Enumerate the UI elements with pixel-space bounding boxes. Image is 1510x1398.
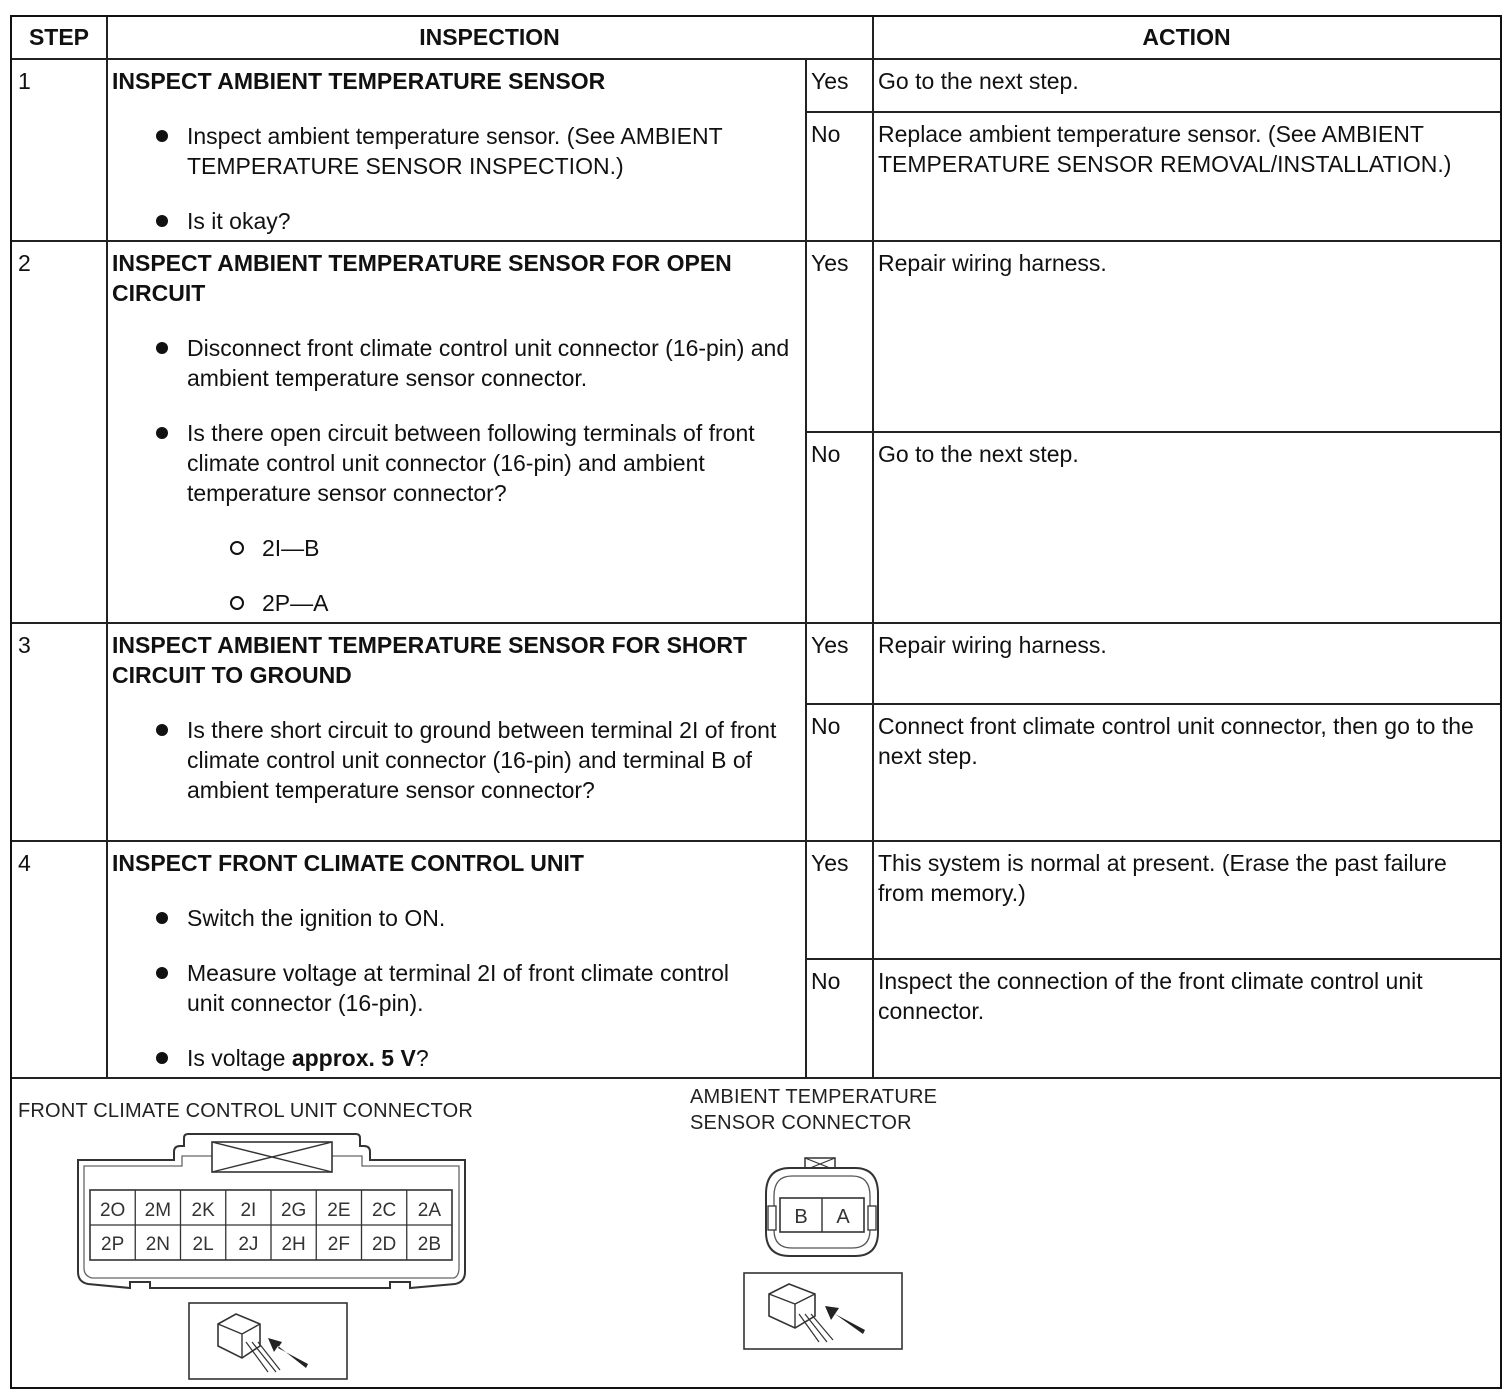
- pin-label-b: B: [794, 1206, 808, 1228]
- bullet-icon: [156, 967, 168, 979]
- bullet-icon: [156, 912, 168, 924]
- pin-label-2m: 2M: [144, 1200, 172, 1221]
- yes-label-2: Yes: [811, 250, 849, 276]
- pin-label-2o: 2O: [99, 1200, 126, 1221]
- step-title-2: INSPECT AMBIENT TEMPERATURE SENSOR FOR OPEN CIRCUIT: [112, 250, 732, 306]
- yes-label-1: Yes: [811, 68, 849, 94]
- pin-label-2d: 2D: [371, 1234, 397, 1255]
- pin-label-a: A: [836, 1206, 850, 1228]
- step-title-3: INSPECT AMBIENT TEMPERATURE SENSOR FOR SHORT CIRCUIT TO GROUND: [112, 632, 748, 688]
- bullet-icon: [156, 342, 168, 354]
- pin-label-2k: 2K: [191, 1200, 215, 1221]
- yes-action-2: Repair wiring harness.: [878, 250, 1107, 276]
- col-divider-step: [106, 17, 108, 1077]
- step-4-bullet-3-post: ?: [415, 1045, 429, 1071]
- yes-label-3: Yes: [811, 632, 849, 658]
- step-2-sub-bullet-1: 2I—B: [262, 535, 320, 561]
- pin-label-2b: 2B: [417, 1234, 441, 1255]
- yesno-divider-3: [805, 703, 1500, 705]
- step-4-bullet-3-value: approx. 5 V: [291, 1045, 416, 1071]
- pin-label-2n: 2N: [145, 1234, 171, 1255]
- sub-bullet-icon: [230, 541, 244, 555]
- step-2-bullet-1: Disconnect front climate control unit connector (16-pin) and ambient temperature sensor connector.: [187, 335, 790, 391]
- step-4-bullet-3: [187, 1043, 792, 1073]
- pin-label-2a: 2A: [417, 1200, 441, 1221]
- row-divider-1: [12, 240, 1500, 242]
- ambient-connector-view-icon: [743, 1272, 903, 1352]
- pin-label-2i: 2I: [240, 1200, 257, 1221]
- step-title-1: INSPECT AMBIENT TEMPERATURE SENSOR: [112, 68, 606, 94]
- front-connector-diagram: [70, 1132, 475, 1297]
- sub-bullet-icon: [230, 596, 244, 610]
- header-step: STEP: [28, 24, 90, 50]
- ambient-connector-label-1: AMBIENT TEMPERATURE: [690, 1086, 938, 1108]
- pin-label-2j: 2J: [238, 1234, 259, 1255]
- bullet-icon: [156, 130, 168, 142]
- row-divider-2: [12, 622, 1500, 624]
- pin-label-2e: 2E: [327, 1200, 351, 1221]
- bullet-icon: [156, 1052, 168, 1064]
- step-4-bullet-3-pre: Is voltage: [187, 1045, 292, 1071]
- no-label-2: No: [811, 441, 841, 467]
- bullet-icon: [156, 724, 168, 736]
- front-connector-view-icon: [188, 1302, 348, 1382]
- yes-action-3: Repair wiring harness.: [878, 632, 1107, 658]
- step-2-sub-bullet-2: 2P—A: [262, 590, 329, 616]
- step-4-bullet-2: Measure voltage at terminal 2I of front climate control unit connector (16-pin).: [187, 960, 730, 1016]
- step-title-4: INSPECT FRONT CLIMATE CONTROL UNIT: [112, 850, 584, 876]
- yes-label-4: Yes: [811, 850, 849, 876]
- yesno-divider-4: [805, 958, 1500, 960]
- no-label-4: No: [811, 968, 841, 994]
- step-number-2: 2: [18, 250, 31, 276]
- ambient-connector-label-2: SENSOR CONNECTOR: [690, 1112, 912, 1134]
- yesno-divider-2: [805, 431, 1500, 433]
- step-number-1: 1: [18, 68, 31, 94]
- row-divider-3: [12, 840, 1500, 842]
- front-connector-label: FRONT CLIMATE CONTROL UNIT CONNECTOR: [18, 1100, 474, 1122]
- row-divider-4: [12, 1077, 1500, 1079]
- bullet-icon: [156, 215, 168, 227]
- pin-label-2f: 2F: [327, 1234, 350, 1255]
- pin-label-2c: 2C: [371, 1200, 397, 1221]
- yes-action-4: This system is normal at present. (Erase the past failure from memory.): [878, 850, 1447, 906]
- pin-label-2h: 2H: [281, 1234, 306, 1255]
- header-divider: [12, 58, 1500, 60]
- col-divider-yesno: [805, 58, 807, 1077]
- header-action: ACTION: [1142, 24, 1231, 50]
- no-label-1: No: [811, 121, 841, 147]
- no-action-3: Connect front climate control unit connector, then go to the next step.: [878, 713, 1474, 769]
- no-action-4: Inspect the connection of the front climate control unit connector.: [878, 968, 1423, 1024]
- no-action-2: Go to the next step.: [878, 441, 1079, 467]
- step-3-bullet-1: Is there short circuit to ground between terminal 2I of front climate control unit connector (16-pin) and terminal B of ambient temperature sensor connector?: [187, 717, 777, 803]
- step-number-4: 4: [18, 850, 31, 876]
- col-divider-action: [872, 17, 874, 1077]
- no-label-3: No: [811, 713, 841, 739]
- no-action-1: Replace ambient temperature sensor. (See AMBIENT TEMPERATURE SENSOR REMOVAL/INSTALLATION.): [878, 121, 1452, 177]
- step-4-bullet-1: Switch the ignition to ON.: [187, 905, 446, 931]
- step-1-bullet-2: Is it okay?: [187, 208, 291, 234]
- yesno-divider-1: [805, 111, 1500, 113]
- step-1-bullet-1: Inspect ambient temperature sensor. (See AMBIENT TEMPERATURE SENSOR INSPECTION.): [187, 123, 723, 179]
- ambient-connector-diagram: [760, 1152, 885, 1260]
- step-number-3: 3: [18, 632, 31, 658]
- pin-label-2p: 2P: [101, 1234, 125, 1255]
- pin-label-2g: 2G: [280, 1200, 307, 1221]
- header-inspection: INSPECTION: [419, 24, 560, 50]
- step-2-bullet-2: Is there open circuit between following terminals of front climate control unit connector (16-pin) and ambient temperature sensor connector?: [187, 420, 755, 506]
- bullet-icon: [156, 427, 168, 439]
- yes-action-1: Go to the next step.: [878, 68, 1079, 94]
- pin-label-2l: 2L: [192, 1234, 214, 1255]
